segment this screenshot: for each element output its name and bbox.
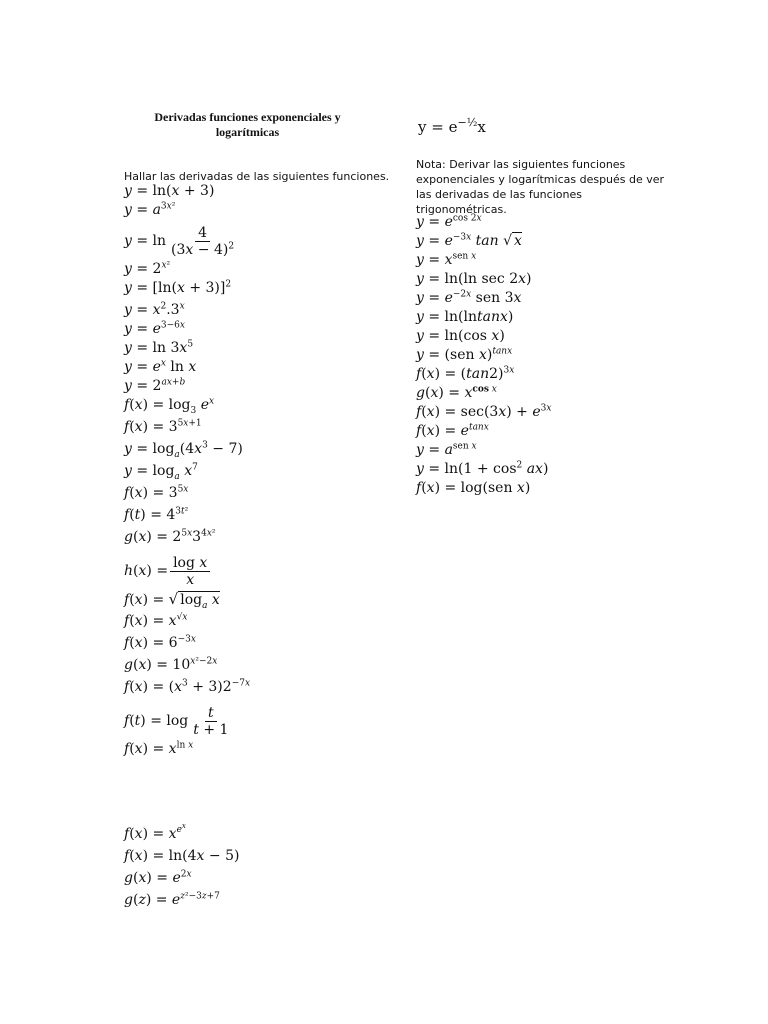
- equation-item: f(t) = log $\frac{t}{t + 1}$: [124, 704, 229, 738]
- equation-item: $y = e^{cos 2x}$: [416, 213, 482, 230]
- top-right-equation: $y = e^{-\frac{1}{2}}x$: [418, 116, 486, 136]
- note-text: Nota: Derivar las siguientes funciones exponenciales y logarítmicas después de ver las derivadas de las funciones trigonométricas.: [416, 158, 665, 216]
- equation-item: $y = x^2.3^x$: [124, 301, 185, 318]
- equation-item: $g(x) = e^{2x}$: [124, 869, 192, 886]
- equation-item: $y = e^{-2x}$ sen 3x: [416, 289, 522, 306]
- equation-item: $g(x) = 2^{5x}3^{4x^2}$: [124, 528, 216, 545]
- equation-item: $f(x) = x^{√x}$: [124, 612, 188, 629]
- equation-item: $f(x) = (\tan 2)^{3x}$: [416, 365, 515, 382]
- equation-item: f(x) = √ $\log_a x$: [124, 590, 220, 611]
- equation-item: $f(x) = \log_3 e^x$: [124, 396, 215, 416]
- equation-item: y = ln $\frac{4}{(3x - 4)^2}$: [124, 224, 235, 258]
- equation-item: y = ln(lntanx): [416, 309, 514, 325]
- equation-item: $y = a^{sen x}$: [416, 441, 477, 458]
- equation-item: $f(x) = x^{e^x}$: [124, 822, 186, 842]
- equation-item: $y = \log_a x^7$: [124, 462, 198, 482]
- equation-item: $f(t) = 4^{3t^2}$: [124, 506, 189, 523]
- left-equation-list-1: [124, 183, 250, 763]
- equation-item: $y = a^{3x^2}$: [124, 201, 176, 218]
- equation-item: $y = e^{-3x}$ tan √ x: [416, 232, 522, 249]
- equation-item: $f(x) = 3^{5x}$: [124, 484, 189, 501]
- equation-item: y = ln(ln sec 2x): [416, 271, 532, 287]
- equation-item: $f(x) = \sec(3x) + e^{3x}$: [416, 403, 552, 420]
- equation-item: y = ln(cos x): [416, 328, 505, 344]
- equation-item: $g(x) = x^{cos x}$: [416, 384, 497, 401]
- right-equation-list: [416, 214, 551, 499]
- equation-item: $y = [\ln(x + 3)]^2$: [124, 279, 232, 296]
- equation-item: $f(x) = x^{ln x}$: [124, 740, 194, 757]
- page-title: Derivadas funciones exponenciales y logarítmicas: [154, 110, 341, 139]
- equation-item: $y = 2^{ax+b}$: [124, 377, 186, 394]
- equation-item: f(x) = log(sen x): [416, 480, 531, 496]
- equation-item: $y = e^x$ ln x: [124, 358, 197, 375]
- equation-item: $f(x) = 6^{-3x}$: [124, 634, 196, 651]
- equation-item: $y = 2^{x^2}$: [124, 260, 171, 277]
- equation-item: $f(x) = (x^3 + 3)2^{-7x}$: [124, 678, 251, 695]
- equation-item: $y = \ln 3x^5$: [124, 339, 194, 356]
- equation-item: y = ln(x + 3): [124, 183, 215, 199]
- equation-item: f(x) = ln(4x − 5): [124, 848, 240, 864]
- equation-item: y = (sen x)$^{tanx}$: [416, 346, 513, 363]
- equation-item: h(x) = $\frac{\text{log x}}{x}$: [124, 551, 250, 591]
- left-equation-list-2: [124, 822, 240, 914]
- equation-item: $f(x) = 3^{5x+1}$: [124, 418, 202, 435]
- equation-item: $y = x^{sen x}$: [416, 251, 477, 268]
- equation-item: $y = e^{3-6x}$: [124, 320, 185, 337]
- intro-text: Hallar las derivadas de las siguientes funciones.: [124, 170, 390, 183]
- equation-item: $f(x) = e^{tanx}$: [416, 422, 489, 439]
- equation-item: $y = \ln(1 + \cos^2 ax)$: [416, 460, 549, 477]
- equation-item: $y = \log_a(4x^3 - 7)$: [124, 440, 243, 460]
- equation-item: $g(x) = 10^{x^2-2x}$: [124, 656, 218, 673]
- equation-item: $g(z) = e^{z^2-3z+7}$: [124, 891, 220, 908]
